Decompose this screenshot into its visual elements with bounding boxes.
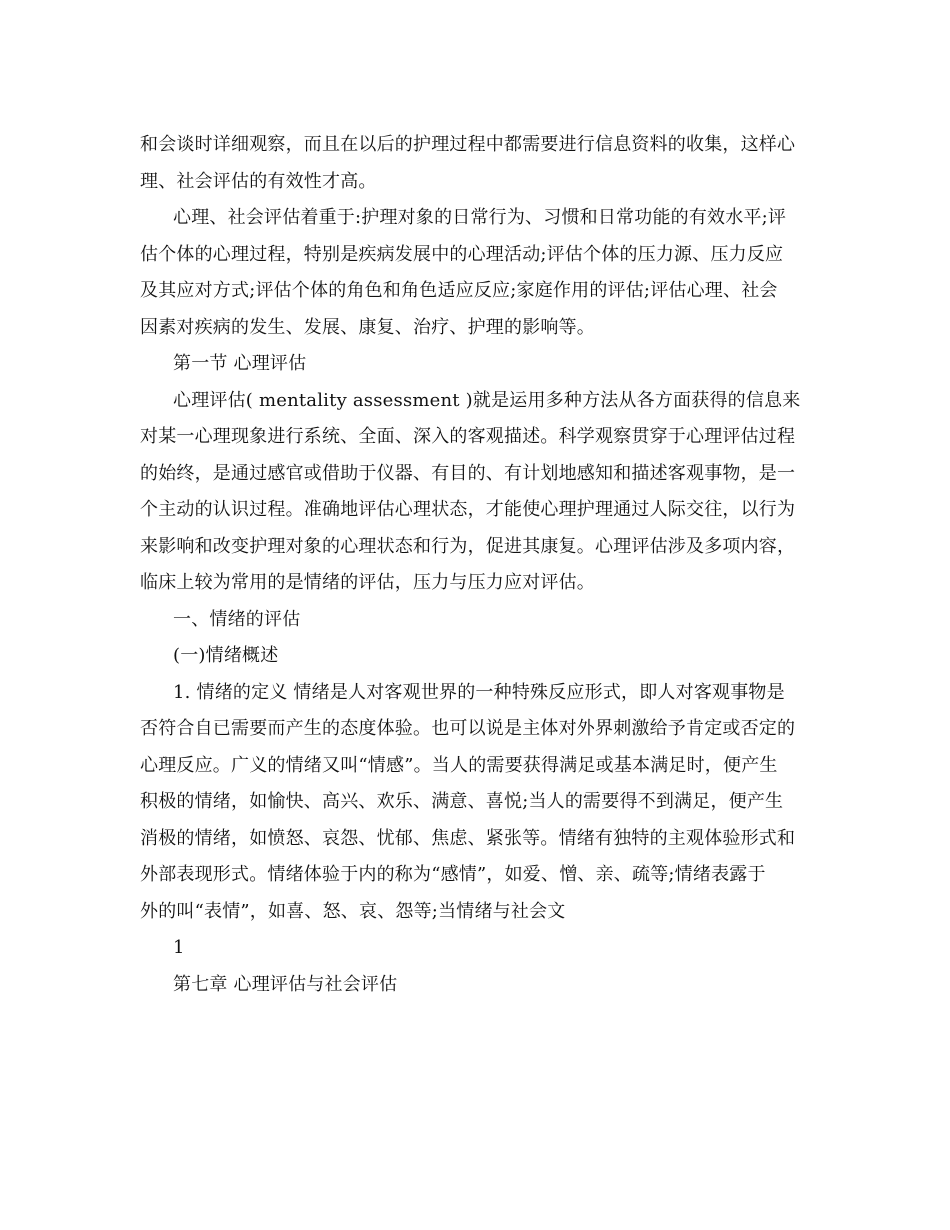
- text-line: 心理反应。广义的情绪又叫“情感”。当人的需要获得满足或基本满足时，便产生: [140, 754, 778, 776]
- subsubsection-heading: (一)情绪概述: [173, 645, 279, 666]
- text-line: 和会谈时详细观察，而且在以后的护理过程中都需要进行信息资料的收集，这样心: [140, 134, 796, 155]
- subsection-heading: 一、情绪的评估: [173, 608, 301, 630]
- paragraph-start-line: 心理、社会评估着重于:护理对象的日常行为、习惯和日常功能的有效水平;评: [173, 207, 787, 228]
- page-number: 1: [173, 937, 185, 958]
- paragraph-start-line: 1. 情绪的定义 情绪是人对客观世界的一种特殊反应形式，即人对客观事物是: [173, 681, 785, 703]
- text-line: 临床上较为常用的是情绪的评估，压力与压力应对评估。: [140, 572, 595, 593]
- text-line: 否符合自已需要而产生的态度体验。也可以说是主体对外界刺激给予肯定或否定的: [140, 718, 796, 739]
- text-line: 对某一心理现象进行系统、全面、深入的客观描述。科学观察贯穿于心理评估过程: [140, 426, 796, 447]
- text-line: 估个体的心理过程，特别是疾病发展中的心理活动;评估个体的压力源、压力反应: [140, 243, 784, 265]
- text-line: 因素对疾病的发生、发展、康复、治疗、护理的影响等。: [140, 316, 595, 338]
- body-text: [140, 127, 815, 1003]
- text-line: 的始终，是通过感官或借助于仪器、有目的、有计划地感知和描述客观事物，是一: [140, 462, 796, 484]
- text-line: 外部表现形式。情绪体验于内的称为“感情”，如爱、憎、亲、疏等;情绪表露于: [140, 864, 766, 885]
- text-line: 理、社会评估的有效性才高。: [140, 170, 377, 192]
- section-heading: 第一节 心理评估: [173, 353, 307, 374]
- text-line: 来影响和改变护理对象的心理状态和行为，促进其康复。心理评估涉及多项内容，: [140, 535, 796, 557]
- text-line: 及其应对方式;评估个体的角色和角色适应反应;家庭作用的评估;评估心理、社会: [140, 280, 778, 301]
- text-line: 个主动的认识过程。准确地评估心理状态，才能使心理护理通过人际交往，以行为: [140, 499, 796, 520]
- paragraph-start-line: 心理评估( mentality assessment )就是运用多种方法从各方面获得的信息来: [173, 389, 801, 411]
- chapter-title: 第七章 心理评估与社会评估: [173, 973, 398, 995]
- text-line: 外的叫“表情”，如喜、怒、哀、怨等;当情绪与社会文: [140, 900, 566, 922]
- text-line: 消极的情绪，如愤怒、哀怨、忧郁、焦虑、紧张等。情绪有独特的主观体验形式和: [140, 827, 796, 849]
- text-line: 积极的情绪，如愉快、高兴、欢乐、满意、喜悦;当人的需要得不到满足，便产生: [140, 791, 784, 812]
